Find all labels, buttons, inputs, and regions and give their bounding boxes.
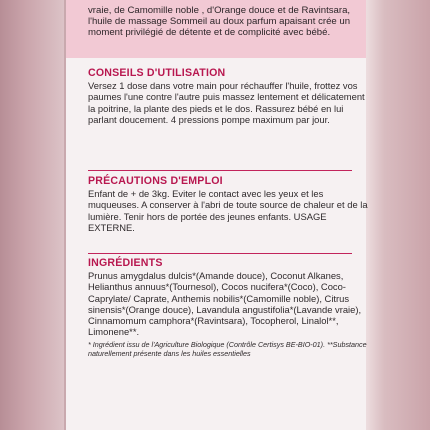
intro-text: vraie, de Camomille noble , d'Orange douce et de Ravintsara, l'huile de massage Sommeil au doux parfum apaisant crée un moment privilégié de détente et de complicité avec bébé. (88, 4, 351, 39)
ingredients-text: Prunus amygdalus dulcis*(Amande douce), Coconut Alkanes, Helianthus annuus*(Tournesol), Cocos nucifera*(Coco), Coco-Caprylate/ Caprate, Anthemis nobilis*(Camomille noble), Citrus sinensis*(Orange douce), Lavandula angustifolia*(Lavande vraie), Cinnamomum camphora*(Ravintsara), Tocopherol, Linalol**, Limonene**. (88, 270, 362, 338)
divider (88, 170, 352, 171)
usage-text: Versez 1 dose dans votre main pour réchauffer l'huile, frottez vos paumes l'une contre l'autre puis massez lentement et délicatement la poitrine, la plante des pieds et le dos. Rassurez bébé en lui parlant doucement. 4 pressions pompe maximum par jour. (88, 80, 365, 125)
ingredients-title: INGRÉDIENTS (88, 257, 163, 269)
precautions-section (88, 176, 368, 233)
ingredients-note: * Ingrédient issu de l'Agriculture Biologique (Contrôle Certisys BE-BIO-01). **Substance naturellement présente dans les huiles essentielles (88, 340, 367, 359)
precautions-text: Enfant de + de 3kg. Eviter le contact avec les yeux et les muqueuses. A conserver à l'abri de toute source de chaleur et de la lumière. Tenir hors de portée des jeunes enfants. USAGE EXTERNE. (88, 188, 368, 233)
product-label (66, 0, 366, 430)
divider (88, 253, 352, 254)
bottle-left-edge (0, 0, 64, 430)
intro-box (66, 0, 366, 58)
bottle-right-edge (360, 0, 430, 430)
precautions-title: PRÉCAUTIONS D'EMPLOI (88, 175, 223, 187)
ingredients-section (88, 258, 368, 359)
usage-section (88, 68, 368, 125)
usage-title: CONSEILS D'UTILISATION (88, 67, 226, 79)
